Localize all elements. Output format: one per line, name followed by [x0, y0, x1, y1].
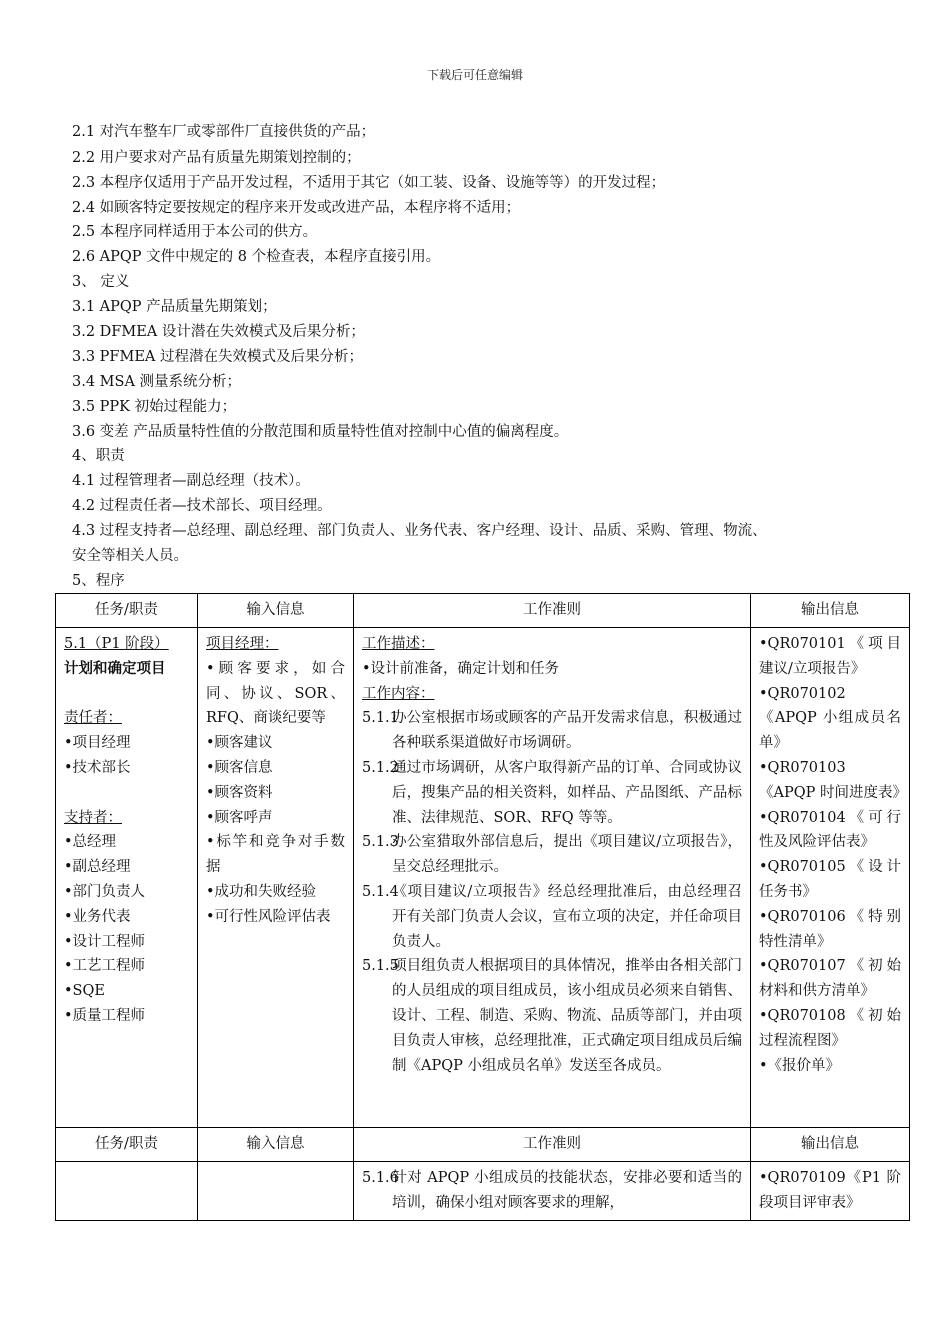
responsible-item: •项目经理 [64, 735, 131, 752]
step-item [362, 830, 742, 880]
text-line: 5、程序 [72, 573, 125, 589]
output-item: •QR070108《初始过程流程图》 [759, 1007, 901, 1049]
header-criteria: 工作准则 [354, 1128, 751, 1162]
criteria-cell [354, 1162, 751, 1221]
output-item: •QR070105《设计任务书》 [759, 859, 901, 900]
output-item: •QR070107《初始材料和供方清单》 [759, 958, 901, 1000]
input-item: •顾客信息 [206, 759, 273, 776]
step-item [362, 756, 742, 830]
support-item: •副总经理 [64, 859, 131, 876]
output-cell [751, 1162, 910, 1221]
output-item: •《报价单》 [759, 1057, 841, 1074]
text-line: 2.6 APQP 文件中规定的 8 个检查表，本程序直接引用。 [72, 249, 441, 265]
step-text: 通过市场调研，从客户取得新产品的订单、合同或协议后，搜集产品的相关资料，如样品、产品图纸、产品标准、法律规范、SOR、RFQ 等等。 [392, 759, 742, 826]
support-item: •工艺工程师 [64, 958, 146, 975]
input-list [206, 657, 345, 930]
text-line: 3、 定义 [72, 274, 130, 290]
text-line: 安全等相关人员。 [72, 548, 188, 564]
responsible-label: 责任者： [64, 710, 122, 727]
procedure-table [55, 593, 910, 1221]
responsible-item: •技术部长 [64, 759, 131, 776]
stage-label: 5.1（P1 阶段） [64, 636, 169, 652]
header-output: 输出信息 [751, 594, 910, 628]
input-item: •顾客资料 [206, 784, 273, 801]
output-cell [751, 628, 910, 1128]
header-input: 输入信息 [198, 1128, 354, 1162]
output-item: •QR070101《项目建议/立项报告》 [759, 636, 901, 677]
support-label: 支持者： [64, 809, 122, 826]
support-item: •设计工程师 [64, 933, 146, 950]
step-number: 5.1.3 [362, 834, 399, 851]
text-line: 2.5 本程序同样适用于本公司的供方。 [72, 224, 318, 240]
support-item: •部门负责人 [64, 883, 146, 900]
header-task: 任务/职责 [56, 594, 198, 628]
responsible-list [64, 731, 189, 781]
step-text: 项目组负责人根据项目的具体情况，推举由各相关部门的人员组成的项目组成员，该小组成员必须来自销售、设计、工程、制造、采购、物流、品质等部门，并由项目负责人审核，总经理批准，正式确定项目组成员后编制《APQP 小组成员名单》发送至各成员。 [392, 958, 742, 1074]
step-item [362, 954, 742, 1078]
step-text: 办公室根据市场或顾客的产品开发需求信息，积极通过各种联系渠道做好市场调研。 [392, 710, 742, 752]
input-item: •顾客呼声 [206, 809, 273, 826]
text-line: 3.6 变差 产品质量特性值的分散范围和质量特性值对控制中心值的偏离程度。 [72, 424, 569, 440]
text-line: 2.2 用户要求对产品有质量先期策划控制的； [72, 150, 361, 166]
step-text: 办公室猎取外部信息后，提出《项目建议/立项报告》，呈交总经理批示。 [392, 834, 742, 876]
header-output: 输出信息 [751, 1128, 910, 1162]
header-task: 任务/职责 [56, 1128, 198, 1162]
output-item: •QR070106《特别特性清单》 [759, 908, 901, 950]
text-line: 2.3 本程序仅适用于产品开发过程，不适用于其它（如工装、设备、设施等等）的开发过程； [72, 175, 666, 191]
step-item [362, 880, 742, 954]
text-line: 4.2 过程责任者—技术部长、项目经理。 [72, 498, 332, 514]
text-line: 3.4 MSA 测量系统分析； [72, 374, 242, 390]
input-item: •可行性风险评估表 [206, 908, 331, 925]
step-number: 5.1.5 [362, 958, 399, 975]
table-row [56, 1162, 910, 1221]
description-text: •设计前准备，确定计划和任务 [362, 660, 560, 677]
text-line: 3.3 PFMEA 过程潜在失效模式及后果分析； [72, 349, 363, 365]
text-line: 3.1 APQP 产品质量先期策划； [72, 299, 277, 315]
criteria-cell [354, 628, 751, 1128]
input-cell [198, 628, 354, 1128]
input-item: •顾客建议 [206, 735, 273, 752]
header-input: 输入信息 [198, 594, 354, 628]
text-line: 2.4 如顾客特定要按规定的程序来开发或改进产品，本程序将不适用； [72, 200, 521, 216]
support-item: •总经理 [64, 834, 117, 851]
step-number: 5.1.2 [362, 759, 399, 776]
text-line: 3.5 PPK 初始过程能力； [72, 399, 237, 415]
table-header-row [56, 594, 910, 628]
step-number: 5.1.1 [362, 710, 399, 727]
content-label: 工作内容： [362, 685, 435, 702]
page-header: 下载后可任意编辑 [426, 68, 523, 82]
text-line: 3.2 DFMEA 设计潜在失效模式及后果分析； [72, 324, 365, 340]
text-line: 4.3 过程支持者—总经理、副总经理、部门负责人、业务代表、客户经理、设计、品质、采购、管理、物流、 [72, 523, 767, 539]
task-title: 计划和确定项目 [64, 659, 166, 677]
output-item: •QR070104《可行性及风险评估表》 [759, 809, 901, 851]
header-criteria: 工作准则 [354, 594, 751, 628]
input-label: 项目经理： [206, 636, 279, 652]
table-header-row [56, 1128, 910, 1162]
output-list [759, 632, 907, 1078]
input-item: •标竿和竞争对手数据 [206, 834, 345, 876]
output-item: •QR070102《APQP 小组成员名单》 [759, 685, 901, 752]
input-item: •成功和失败经验 [206, 883, 317, 900]
task-cell [56, 1162, 198, 1221]
table-row [56, 628, 910, 1128]
step-item [362, 706, 742, 756]
output-item: •QR070103《APQP 时间进度表》 [759, 759, 907, 801]
step-text: 针对 APQP 小组成员的技能状态，安排必要和适当的培训，确保小组对顾客要求的理解， [392, 1170, 742, 1211]
text-line: 4.1 过程管理者—副总经理（技术）。 [72, 473, 310, 489]
step-number: 5.1.6 [362, 1170, 399, 1186]
text-line: 4、职责 [72, 448, 125, 464]
description-label: 工作描述： [362, 636, 435, 652]
input-cell [198, 1162, 354, 1221]
step-item [362, 1166, 742, 1216]
support-item: •质量工程师 [64, 1007, 146, 1024]
task-cell [56, 628, 198, 1128]
step-number: 5.1.4 [362, 883, 399, 900]
step-text: 《项目建议/立项报告》经总经理批准后，由总经理召开有关部门负责人会议，宣布立项的决定，并任命项目负责人。 [392, 883, 742, 950]
input-item: •顾客要求，如合同、协议、SOR、RFQ、商谈纪要等 [206, 660, 345, 727]
text-line: 2.1 对汽车整车厂或零部件厂直接供货的产品； [72, 124, 376, 140]
steps-list [362, 706, 742, 1078]
support-list [64, 830, 189, 1028]
support-item: •业务代表 [64, 908, 131, 925]
output-item: •QR070109《P1 阶段项目评审表》 [759, 1170, 901, 1211]
support-item: •SQE [64, 983, 105, 1000]
